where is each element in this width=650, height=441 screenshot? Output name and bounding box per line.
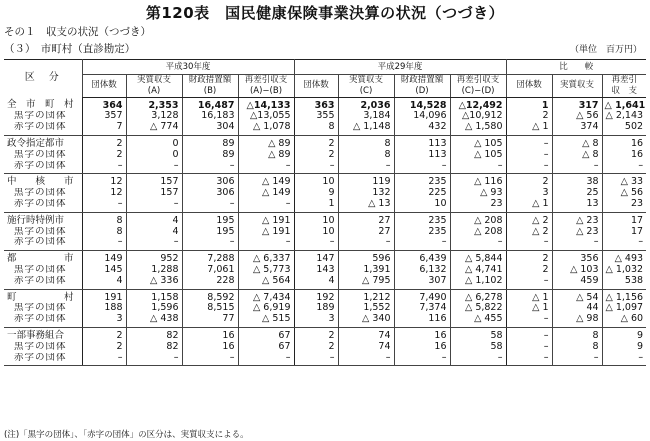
table-cell: – bbox=[82, 237, 126, 250]
table-cell: 191 bbox=[82, 289, 126, 303]
table-cell: 27 bbox=[338, 212, 394, 226]
table-row bbox=[4, 237, 646, 250]
table-cell: – bbox=[394, 161, 450, 174]
table-cell: – bbox=[394, 237, 450, 250]
table-cell: 2 bbox=[294, 327, 338, 341]
table-cell: △ 1,102 bbox=[450, 276, 506, 289]
table-cell: △14,133 bbox=[238, 97, 294, 111]
column-header: 再差引 収 支 bbox=[602, 75, 646, 98]
table-cell: – bbox=[294, 353, 338, 366]
table-cell: △12,492 bbox=[450, 97, 506, 111]
row-label: 黒字の団体 bbox=[14, 188, 67, 199]
table-cell: 2 bbox=[506, 251, 552, 265]
table-cell: 225 bbox=[394, 188, 450, 199]
row-label: 都 市 bbox=[7, 253, 74, 265]
table-cell: △ 93 bbox=[450, 188, 506, 199]
table-cell: 16 bbox=[602, 150, 646, 161]
table-cell: 67 bbox=[238, 342, 294, 353]
table-cell: 44 bbox=[552, 303, 602, 314]
table-cell: 952 bbox=[126, 251, 182, 265]
column-header: 団体数 bbox=[82, 75, 126, 98]
table-cell: – bbox=[82, 353, 126, 366]
table-cell: 459 bbox=[552, 276, 602, 289]
table-cell: △ 6,337 bbox=[238, 251, 294, 265]
row-label: 赤字の団体 bbox=[4, 314, 82, 327]
table-row bbox=[4, 276, 646, 289]
table-cell: 195 bbox=[182, 227, 238, 238]
table-cell: 89 bbox=[182, 135, 238, 149]
table-cell: 596 bbox=[338, 251, 394, 265]
table-cell: 113 bbox=[394, 135, 450, 149]
table-cell: △13,055 bbox=[238, 111, 294, 122]
table-cell: – bbox=[506, 237, 552, 250]
column-header: 財政措置額 (D) bbox=[394, 75, 450, 98]
table-cell: 113 bbox=[394, 150, 450, 161]
table-cell: △ 1 bbox=[506, 303, 552, 314]
table-cell: 9 bbox=[602, 342, 646, 353]
table-cell: △ 149 bbox=[238, 174, 294, 188]
table-cell: △ 1,641 bbox=[602, 97, 646, 111]
table-cell: △ 7,434 bbox=[238, 289, 294, 303]
table-cell: 356 bbox=[552, 251, 602, 265]
table-cell: 149 bbox=[82, 251, 126, 265]
table-cell: △ 493 bbox=[602, 251, 646, 265]
table-cell: △ 515 bbox=[238, 314, 294, 327]
table-cell: 16,183 bbox=[182, 111, 238, 122]
table-cell: △ 1,097 bbox=[602, 303, 646, 314]
table-row bbox=[4, 135, 646, 149]
table-cell: 4 bbox=[294, 276, 338, 289]
table-cell: 4 bbox=[82, 276, 126, 289]
table-cell: 2,353 bbox=[126, 97, 182, 111]
table-cell: 16 bbox=[394, 342, 450, 353]
row-label: 赤字の団体 bbox=[4, 122, 82, 135]
table-cell: △ 1,078 bbox=[238, 122, 294, 135]
row-label: 政令指定都市 bbox=[7, 137, 65, 149]
table-cell: △ 1,032 bbox=[602, 265, 646, 276]
row-label: 施行時特例市 bbox=[7, 214, 65, 226]
table-cell: 1,212 bbox=[338, 289, 394, 303]
table-cell: 192 bbox=[294, 289, 338, 303]
table-cell: 2 bbox=[294, 150, 338, 161]
table-cell: 74 bbox=[338, 327, 394, 341]
table-cell: 2,036 bbox=[338, 97, 394, 111]
table-cell: 16 bbox=[602, 135, 646, 149]
table-cell: 8 bbox=[82, 227, 126, 238]
table-cell: 9 bbox=[294, 188, 338, 199]
table-cell: 8 bbox=[338, 150, 394, 161]
table-cell: △ 208 bbox=[450, 227, 506, 238]
table-cell: 1,158 bbox=[126, 289, 182, 303]
table-cell: 10 bbox=[294, 212, 338, 226]
table-cell: 317 bbox=[552, 97, 602, 111]
table-cell: △ 149 bbox=[238, 188, 294, 199]
table-cell: 357 bbox=[82, 111, 126, 122]
table-cell: 14,096 bbox=[394, 111, 450, 122]
page-title: 第120表 国民健康保険事業決算の状況（つづき） bbox=[145, 4, 505, 22]
table-cell: 16 bbox=[394, 327, 450, 341]
header-group-comparison: 比 較 bbox=[506, 60, 646, 75]
table-cell: △ 33 bbox=[602, 174, 646, 188]
table-cell: 7,490 bbox=[394, 289, 450, 303]
table-cell: 2 bbox=[294, 135, 338, 149]
table-row bbox=[4, 174, 646, 188]
row-label: 赤字の団体 bbox=[4, 276, 82, 289]
table-cell: – bbox=[182, 199, 238, 212]
table-cell: 502 bbox=[602, 122, 646, 135]
table-cell: 374 bbox=[552, 122, 602, 135]
table-cell: 3 bbox=[82, 314, 126, 327]
subtitle-section: その１ 収支の状況（つづき） bbox=[4, 26, 151, 38]
table-cell: – bbox=[506, 353, 552, 366]
table-cell: – bbox=[602, 237, 646, 250]
unit-label: （単位 百万円） bbox=[569, 45, 642, 55]
table-cell: △ 208 bbox=[450, 212, 506, 226]
table-cell: △ 103 bbox=[552, 265, 602, 276]
table-row bbox=[4, 353, 646, 366]
table-cell: – bbox=[506, 342, 552, 353]
table-cell: 432 bbox=[394, 122, 450, 135]
table-cell: △ 89 bbox=[238, 150, 294, 161]
table-cell: △ 564 bbox=[238, 276, 294, 289]
table-cell: 10 bbox=[294, 174, 338, 188]
table-cell: 8,515 bbox=[182, 303, 238, 314]
table-cell: △ 1,580 bbox=[450, 122, 506, 135]
table-cell: 10 bbox=[294, 227, 338, 238]
table-cell: 2 bbox=[82, 342, 126, 353]
row-label: 一部事務組合 bbox=[7, 329, 65, 341]
footnote: (注)「黒字の団体」、「赤字の団体」の区分は、実質収支による。 bbox=[4, 430, 249, 440]
table-cell: 7,374 bbox=[394, 303, 450, 314]
table-cell: – bbox=[82, 161, 126, 174]
table-cell: 2 bbox=[506, 111, 552, 122]
table-cell: 304 bbox=[182, 122, 238, 135]
table-cell: 4 bbox=[126, 212, 182, 226]
column-header: 再差引収支 (C)−(D) bbox=[450, 75, 506, 98]
table-cell: – bbox=[82, 199, 126, 212]
table-cell: 6,439 bbox=[394, 251, 450, 265]
table-cell: 307 bbox=[394, 276, 450, 289]
table-cell: △ 1,148 bbox=[338, 122, 394, 135]
table-cell: 116 bbox=[394, 314, 450, 327]
table-cell: – bbox=[338, 237, 394, 250]
settlement-table bbox=[4, 59, 646, 366]
table-cell: △ 1 bbox=[506, 122, 552, 135]
table-cell: 10 bbox=[394, 199, 450, 212]
table-row bbox=[4, 327, 646, 341]
table-row bbox=[4, 303, 646, 314]
header-group-fy30: 平成30年度 bbox=[82, 60, 294, 75]
table-cell: 8 bbox=[552, 342, 602, 353]
table-cell: 1,391 bbox=[338, 265, 394, 276]
table-cell: – bbox=[552, 161, 602, 174]
table-cell: – bbox=[394, 353, 450, 366]
table-cell: – bbox=[238, 199, 294, 212]
table-cell: – bbox=[450, 237, 506, 250]
row-label: 黒字の団体 bbox=[14, 111, 67, 122]
table-cell: – bbox=[506, 135, 552, 149]
table-cell: – bbox=[450, 161, 506, 174]
table-cell: 538 bbox=[602, 276, 646, 289]
table-cell: – bbox=[238, 353, 294, 366]
table-cell: – bbox=[182, 353, 238, 366]
table-cell: △ 191 bbox=[238, 212, 294, 226]
table-cell: 6,132 bbox=[394, 265, 450, 276]
table-row bbox=[4, 199, 646, 212]
table-cell: – bbox=[126, 353, 182, 366]
table-row bbox=[4, 150, 646, 161]
table-row bbox=[4, 97, 646, 111]
table-row bbox=[4, 251, 646, 265]
column-header: 実質収支 (C) bbox=[338, 75, 394, 98]
table-cell: 0 bbox=[126, 150, 182, 161]
row-label: 全 市 町 村 bbox=[7, 99, 74, 111]
table-cell: 8 bbox=[338, 135, 394, 149]
table-row bbox=[4, 289, 646, 303]
table-cell: 16 bbox=[182, 342, 238, 353]
table-cell: △ 2 bbox=[506, 227, 552, 238]
table-cell: – bbox=[126, 237, 182, 250]
table-cell: △ 23 bbox=[552, 212, 602, 226]
table-cell: 0 bbox=[126, 135, 182, 149]
table-cell: 2 bbox=[506, 174, 552, 188]
table-cell: 235 bbox=[394, 174, 450, 188]
table-cell: △ 340 bbox=[338, 314, 394, 327]
header-group-fy29: 平成29年度 bbox=[294, 60, 506, 75]
table-cell: △ 56 bbox=[602, 188, 646, 199]
table-row bbox=[4, 265, 646, 276]
table-cell: 8 bbox=[82, 212, 126, 226]
table-cell: △ 5,773 bbox=[238, 265, 294, 276]
table-cell: △ 2 bbox=[506, 212, 552, 226]
table-cell: 9 bbox=[602, 327, 646, 341]
table-cell: 157 bbox=[126, 174, 182, 188]
table-cell: △ 774 bbox=[126, 122, 182, 135]
table-cell: 2 bbox=[506, 265, 552, 276]
table-cell: 16,487 bbox=[182, 97, 238, 111]
table-row bbox=[4, 342, 646, 353]
row-label: 赤字の団体 bbox=[4, 199, 82, 212]
table-cell: – bbox=[338, 161, 394, 174]
table-cell: △ 4,741 bbox=[450, 265, 506, 276]
table-cell: △ 60 bbox=[602, 314, 646, 327]
table-cell: 23 bbox=[602, 199, 646, 212]
table-cell: △ 191 bbox=[238, 227, 294, 238]
header-corner: 区分 bbox=[24, 72, 73, 84]
column-header: 再差引収支 (A)−(B) bbox=[238, 75, 294, 98]
table-cell: △ 1 bbox=[506, 289, 552, 303]
table-cell: △ 23 bbox=[552, 227, 602, 238]
table-cell: △ 795 bbox=[338, 276, 394, 289]
table-cell: 3 bbox=[294, 314, 338, 327]
table-row bbox=[4, 188, 646, 199]
table-row bbox=[4, 122, 646, 135]
table-cell: △ 105 bbox=[450, 135, 506, 149]
table-cell: △ 13 bbox=[338, 199, 394, 212]
table-cell: 7,288 bbox=[182, 251, 238, 265]
table-cell: △ 105 bbox=[450, 150, 506, 161]
table-cell: 363 bbox=[294, 97, 338, 111]
table-cell: 12 bbox=[82, 174, 126, 188]
table-cell: △ 2,143 bbox=[602, 111, 646, 122]
row-label: 赤字の団体 bbox=[4, 161, 82, 174]
table-cell: 74 bbox=[338, 342, 394, 353]
table-cell: 306 bbox=[182, 174, 238, 188]
table-row bbox=[4, 227, 646, 238]
table-cell: 1 bbox=[506, 97, 552, 111]
table-cell: 77 bbox=[182, 314, 238, 327]
table-cell: 157 bbox=[126, 188, 182, 199]
table-cell: △ 455 bbox=[450, 314, 506, 327]
table-cell: 3,184 bbox=[338, 111, 394, 122]
table-cell: 67 bbox=[238, 327, 294, 341]
row-label: 黒字の団体 bbox=[14, 303, 67, 314]
table-cell: – bbox=[506, 276, 552, 289]
table-cell: – bbox=[552, 237, 602, 250]
table-cell: – bbox=[602, 353, 646, 366]
table-cell: △ 438 bbox=[126, 314, 182, 327]
table-cell: △ 54 bbox=[552, 289, 602, 303]
table-cell: 2 bbox=[82, 135, 126, 149]
table-cell: – bbox=[338, 353, 394, 366]
table-cell: 143 bbox=[294, 265, 338, 276]
table-cell: – bbox=[182, 161, 238, 174]
table-cell: △ 6,278 bbox=[450, 289, 506, 303]
table-cell: △ 89 bbox=[238, 135, 294, 149]
table-row bbox=[4, 212, 646, 226]
table-cell: 355 bbox=[294, 111, 338, 122]
row-label: 黒字の団体 bbox=[14, 264, 67, 275]
table-cell: – bbox=[294, 161, 338, 174]
table-cell: △ 116 bbox=[450, 174, 506, 188]
table-cell: 13 bbox=[552, 199, 602, 212]
row-label: 中 核 市 bbox=[7, 176, 74, 188]
table-cell: – bbox=[294, 237, 338, 250]
column-header: 実質収支 (A) bbox=[126, 75, 182, 98]
table-cell: △ 8 bbox=[552, 150, 602, 161]
table-cell: △ 336 bbox=[126, 276, 182, 289]
table-cell: – bbox=[506, 314, 552, 327]
table-cell: 1,552 bbox=[338, 303, 394, 314]
table-cell: 2 bbox=[82, 150, 126, 161]
table-cell: 132 bbox=[338, 188, 394, 199]
table-cell: 364 bbox=[82, 97, 126, 111]
table-cell: – bbox=[506, 327, 552, 341]
column-header: 団体数 bbox=[294, 75, 338, 98]
table-cell: 58 bbox=[450, 327, 506, 341]
table-cell: 7 bbox=[82, 122, 126, 135]
row-label: 町 村 bbox=[7, 291, 74, 303]
table-cell: 235 bbox=[394, 212, 450, 226]
table-cell: 188 bbox=[82, 303, 126, 314]
table-cell: 4 bbox=[126, 227, 182, 238]
table-cell: 119 bbox=[338, 174, 394, 188]
table-cell: 228 bbox=[182, 276, 238, 289]
table-cell: △ 1,156 bbox=[602, 289, 646, 303]
table-cell: 145 bbox=[82, 265, 126, 276]
table-cell: 89 bbox=[182, 150, 238, 161]
subtitle-subsection: （３） 市町村（直診勘定） bbox=[4, 43, 136, 55]
column-header: 実質収支 bbox=[552, 75, 602, 98]
table-cell: △10,912 bbox=[450, 111, 506, 122]
table-row bbox=[4, 314, 646, 327]
table-cell: – bbox=[182, 237, 238, 250]
column-header: 財政措置額 (B) bbox=[182, 75, 238, 98]
table-cell: 8,592 bbox=[182, 289, 238, 303]
table-cell: △ 8 bbox=[552, 135, 602, 149]
row-label: 赤字の団体 bbox=[4, 353, 82, 366]
table-cell: – bbox=[552, 353, 602, 366]
table-cell: 82 bbox=[126, 342, 182, 353]
table-cell: – bbox=[450, 353, 506, 366]
table-cell: 38 bbox=[552, 174, 602, 188]
table-cell: 2 bbox=[294, 342, 338, 353]
table-cell: 12 bbox=[82, 188, 126, 199]
row-label: 黒字の団体 bbox=[14, 341, 67, 352]
table-cell: 235 bbox=[394, 227, 450, 238]
table-cell: – bbox=[506, 161, 552, 174]
table-cell: 1 bbox=[294, 199, 338, 212]
table-cell: 3,128 bbox=[126, 111, 182, 122]
table-cell: 147 bbox=[294, 251, 338, 265]
table-cell: 1,596 bbox=[126, 303, 182, 314]
row-label: 赤字の団体 bbox=[4, 237, 82, 250]
table-row bbox=[4, 111, 646, 122]
table-cell: 17 bbox=[602, 227, 646, 238]
table-cell: – bbox=[126, 199, 182, 212]
row-label: 黒字の団体 bbox=[14, 149, 67, 160]
table-cell: – bbox=[506, 150, 552, 161]
table-cell: △ 6,919 bbox=[238, 303, 294, 314]
table-cell: – bbox=[238, 237, 294, 250]
table-cell: △ 1 bbox=[506, 199, 552, 212]
table-cell: 8 bbox=[552, 327, 602, 341]
table-cell: 14,528 bbox=[394, 97, 450, 111]
table-cell: 306 bbox=[182, 188, 238, 199]
row-label: 黒字の団体 bbox=[14, 226, 67, 237]
table-cell: 2 bbox=[82, 327, 126, 341]
table-cell: 3 bbox=[506, 188, 552, 199]
table-cell: 17 bbox=[602, 212, 646, 226]
table-cell: 82 bbox=[126, 327, 182, 341]
table-cell: 195 bbox=[182, 212, 238, 226]
table-cell: 58 bbox=[450, 342, 506, 353]
table-cell: 25 bbox=[552, 188, 602, 199]
table-cell: 27 bbox=[338, 227, 394, 238]
table-cell: – bbox=[238, 161, 294, 174]
table-cell: 8 bbox=[294, 122, 338, 135]
table-cell: △ 5,822 bbox=[450, 303, 506, 314]
table-cell: 189 bbox=[294, 303, 338, 314]
table-cell: 23 bbox=[450, 199, 506, 212]
column-header: 団体数 bbox=[506, 75, 552, 98]
table-cell: – bbox=[602, 161, 646, 174]
table-cell: △ 98 bbox=[552, 314, 602, 327]
table-cell: 7,061 bbox=[182, 265, 238, 276]
table-cell: – bbox=[126, 161, 182, 174]
table-cell: 1,288 bbox=[126, 265, 182, 276]
table-cell: △ 5,844 bbox=[450, 251, 506, 265]
table-cell: 16 bbox=[182, 327, 238, 341]
table-row bbox=[4, 161, 646, 174]
table-cell: △ 56 bbox=[552, 111, 602, 122]
